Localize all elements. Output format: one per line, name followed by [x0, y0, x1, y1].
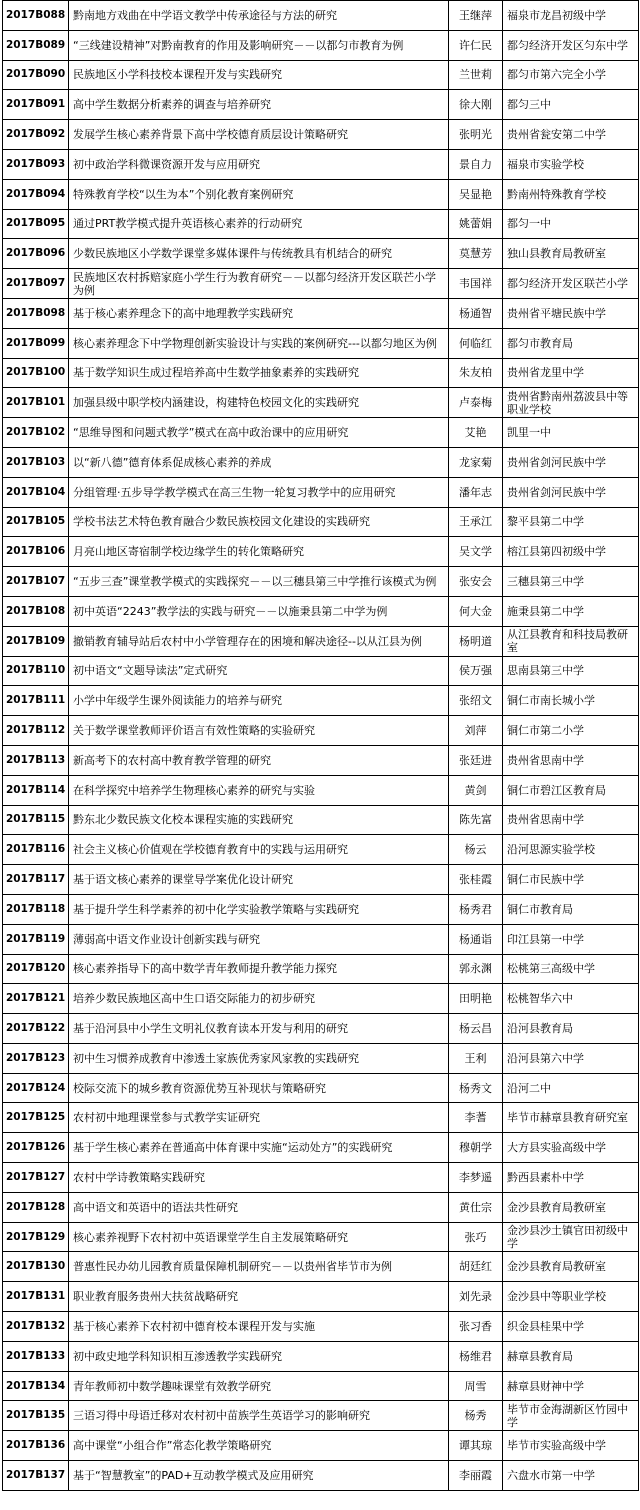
project-id-cell: 2017B093	[3, 149, 69, 179]
unit-cell: 铜仁市民族中学	[503, 865, 639, 895]
project-id-cell: 2017B118	[3, 894, 69, 924]
unit-cell: 毕节市实验高级中学	[503, 1431, 639, 1461]
unit-cell: 赫章县财神中学	[503, 1371, 639, 1401]
table-row	[3, 1073, 639, 1103]
project-title-cell: 初中政史地学科知识相互渗透教学实践研究	[69, 1341, 449, 1371]
project-title-cell: 核心素养理念下中学物理创新实验设计与实践的案例研究---以都匀地区为例	[69, 328, 449, 358]
author-cell: 张习香	[449, 1312, 503, 1342]
author-cell: 潘年志	[449, 477, 503, 507]
author-cell: 杨维君	[449, 1341, 503, 1371]
author-cell: 王利	[449, 1043, 503, 1073]
project-title-cell: 培养少数民族地区高中生口语交际能力的初步研究	[69, 984, 449, 1014]
table-row	[3, 596, 639, 626]
author-cell: 李梦遥	[449, 1163, 503, 1193]
project-id-cell: 2017B101	[3, 388, 69, 418]
table-row	[3, 1312, 639, 1342]
project-title-cell: 基于学生核心素养在普通高中体育课中实施“运动处方”的实践研究	[69, 1133, 449, 1163]
table-row	[3, 537, 639, 567]
author-cell: 吴显艳	[449, 179, 503, 209]
unit-cell: 从江县教育和科技局教研室	[503, 626, 639, 656]
table-row	[3, 358, 639, 388]
author-cell: 杨云	[449, 835, 503, 865]
table-row	[3, 149, 639, 179]
project-id-cell: 2017B092	[3, 120, 69, 150]
table-row	[3, 1341, 639, 1371]
project-id-cell: 2017B123	[3, 1043, 69, 1073]
project-id-cell: 2017B091	[3, 90, 69, 120]
project-id-cell: 2017B090	[3, 60, 69, 90]
table-row	[3, 1282, 639, 1312]
unit-cell: 思南县第三中学	[503, 656, 639, 686]
unit-cell: 贵州省平塘民族中学	[503, 298, 639, 328]
project-id-cell: 2017B126	[3, 1133, 69, 1163]
unit-cell: 沿河思源实验学校	[503, 835, 639, 865]
unit-cell: 贵州省思南中学	[503, 745, 639, 775]
project-id-cell: 2017B127	[3, 1163, 69, 1193]
table-row	[3, 1371, 639, 1401]
unit-cell: 沿河二中	[503, 1073, 639, 1103]
project-id-cell: 2017B121	[3, 984, 69, 1014]
project-title-cell: 核心素养视野下农村初中英语课堂学生自主发展策略研究	[69, 1222, 449, 1252]
table-row	[3, 656, 639, 686]
project-id-cell: 2017B112	[3, 716, 69, 746]
table-row	[3, 418, 639, 448]
project-title-cell: 小学中年级学生课外阅读能力的培养与研究	[69, 686, 449, 716]
unit-cell: 松桃第三高级中学	[503, 954, 639, 984]
author-cell: 张廷进	[449, 745, 503, 775]
project-id-cell: 2017B124	[3, 1073, 69, 1103]
table-row	[3, 775, 639, 805]
project-id-cell: 2017B104	[3, 477, 69, 507]
author-cell: 王承江	[449, 507, 503, 537]
author-cell: 卢泰梅	[449, 388, 503, 418]
unit-cell: 松桃智华六中	[503, 984, 639, 1014]
project-id-cell: 2017B132	[3, 1312, 69, 1342]
author-cell: 李蓍	[449, 1103, 503, 1133]
project-title-cell: 基于核心素养下农村初中德育校本课程开发与实施	[69, 1312, 449, 1342]
author-cell: 张巧	[449, 1222, 503, 1252]
unit-cell: 黔西县素朴中学	[503, 1163, 639, 1193]
project-title-cell: 黔东北少数民族文化校本课程实施的实践研究	[69, 805, 449, 835]
author-cell: 刘萍	[449, 716, 503, 746]
unit-cell: 金沙县教育局教研室	[503, 1252, 639, 1282]
unit-cell: 赫章县教育局	[503, 1341, 639, 1371]
unit-cell: 金沙县教育局教研室	[503, 1192, 639, 1222]
project-id-cell: 2017B137	[3, 1461, 69, 1491]
project-id-cell: 2017B130	[3, 1252, 69, 1282]
unit-cell: 黎平县第二中学	[503, 507, 639, 537]
project-title-cell: 黔南地方戏曲在中学语文教学中传承途径与方法的研究	[69, 1, 449, 31]
project-title-cell: 农村初中地理课堂参与式教学实证研究	[69, 1103, 449, 1133]
project-title-cell: 三语习得中母语迁移对农村初中苗族学生英语学习的影响研究	[69, 1401, 449, 1431]
table-row	[3, 1133, 639, 1163]
table-row	[3, 507, 639, 537]
project-id-cell: 2017B135	[3, 1401, 69, 1431]
table-row	[3, 120, 639, 150]
project-id-cell: 2017B089	[3, 30, 69, 60]
author-cell: 杨通智	[449, 298, 503, 328]
unit-cell: 榕江县第四初级中学	[503, 537, 639, 567]
table-row	[3, 626, 639, 656]
project-title-cell: 高中语文和英语中的语法共性研究	[69, 1192, 449, 1222]
project-id-cell: 2017B102	[3, 418, 69, 448]
unit-cell: 沿河县教育局	[503, 1014, 639, 1044]
project-id-cell: 2017B111	[3, 686, 69, 716]
project-id-cell: 2017B114	[3, 775, 69, 805]
author-cell: 周雪	[449, 1371, 503, 1401]
table-row	[3, 209, 639, 239]
author-cell: 杨通诣	[449, 924, 503, 954]
project-id-cell: 2017B105	[3, 507, 69, 537]
unit-cell: 印江县第一中学	[503, 924, 639, 954]
unit-cell: 施秉县第二中学	[503, 596, 639, 626]
project-id-cell: 2017B133	[3, 1341, 69, 1371]
author-cell: 景自力	[449, 149, 503, 179]
project-id-cell: 2017B096	[3, 239, 69, 269]
table-row	[3, 1401, 639, 1431]
author-cell: 艾艳	[449, 418, 503, 448]
project-title-cell: 青年教师初中数学趣味课堂有效教学研究	[69, 1371, 449, 1401]
project-id-cell: 2017B129	[3, 1222, 69, 1252]
project-title-cell: 基于语文核心素养的课堂导学案优化设计研究	[69, 865, 449, 895]
unit-cell: 福泉市龙昌初级中学	[503, 1, 639, 31]
project-title-cell: 月亮山地区寄宿制学校边缘学生的转化策略研究	[69, 537, 449, 567]
project-title-cell: “五步三查”课堂教学模式的实践探究－－以三穗县第三中学推行该模式为例	[69, 567, 449, 597]
author-cell: 朱友柏	[449, 358, 503, 388]
project-id-cell: 2017B125	[3, 1103, 69, 1133]
author-cell: 张绍文	[449, 686, 503, 716]
author-cell: 姚蕾娟	[449, 209, 503, 239]
project-title-cell: 高中课堂“小组合作”常态化教学策略研究	[69, 1431, 449, 1461]
author-cell: 刘先录	[449, 1282, 503, 1312]
unit-cell: 沿河县第六中学	[503, 1043, 639, 1073]
project-title-cell: 基于提升学生科学素养的初中化学实验教学策略与实践研究	[69, 894, 449, 924]
table-row	[3, 477, 639, 507]
project-title-cell: 加强县级中职学校内涵建设，构建特色校园文化的实践研究	[69, 388, 449, 418]
unit-cell: 福泉市实验学校	[503, 149, 639, 179]
author-cell: 韦国祥	[449, 269, 503, 299]
unit-cell: 都匀三中	[503, 90, 639, 120]
author-cell: 李丽霞	[449, 1461, 503, 1491]
author-cell: 黄剑	[449, 775, 503, 805]
project-id-cell: 2017B097	[3, 269, 69, 299]
table-row	[3, 1461, 639, 1491]
project-id-cell: 2017B116	[3, 835, 69, 865]
unit-cell: 铜仁市教育局	[503, 894, 639, 924]
project-title-cell: 初中政治学科微课资源开发与应用研究	[69, 149, 449, 179]
author-cell: 何大金	[449, 596, 503, 626]
unit-cell: 都匀一中	[503, 209, 639, 239]
table-row	[3, 239, 639, 269]
project-id-cell: 2017B134	[3, 1371, 69, 1401]
table-row	[3, 805, 639, 835]
unit-cell: 贵州省剑河民族中学	[503, 477, 639, 507]
unit-cell: 金沙县沙土镇官田初级中学	[503, 1222, 639, 1252]
table-row	[3, 269, 639, 299]
unit-cell: 贵州省龙里中学	[503, 358, 639, 388]
table-row	[3, 745, 639, 775]
author-cell: 侯万强	[449, 656, 503, 686]
project-title-cell: 通过PRT教学模式提升英语核心素养的行动研究	[69, 209, 449, 239]
project-title-cell: 社会主义核心价值观在学校德育教育中的实践与运用研究	[69, 835, 449, 865]
project-id-cell: 2017B122	[3, 1014, 69, 1044]
author-cell: 杨云昌	[449, 1014, 503, 1044]
unit-cell: 黔南州特殊教育学校	[503, 179, 639, 209]
author-cell: 吴文学	[449, 537, 503, 567]
project-title-cell: 基于沿河县中小学生文明礼仪教育读本开发与利用的研究	[69, 1014, 449, 1044]
author-cell: 张明光	[449, 120, 503, 150]
author-cell: 莫慧芳	[449, 239, 503, 269]
author-cell: 谭其琼	[449, 1431, 503, 1461]
table-row	[3, 60, 639, 90]
unit-cell: 都匀经济开发区匀东中学	[503, 30, 639, 60]
author-cell: 王继萍	[449, 1, 503, 31]
author-cell: 许仁民	[449, 30, 503, 60]
author-cell: 杨秀文	[449, 1073, 503, 1103]
table-row	[3, 954, 639, 984]
project-title-cell: 民族地区小学科技校本课程开发与实践研究	[69, 60, 449, 90]
unit-cell: 毕节市金海湖新区竹园中学	[503, 1401, 639, 1431]
author-cell: 杨秀君	[449, 894, 503, 924]
unit-cell: 大方县实验高级中学	[503, 1133, 639, 1163]
project-title-cell: 初中语文“文题导读法”定式研究	[69, 656, 449, 686]
unit-cell: 织金县桂果中学	[503, 1312, 639, 1342]
project-title-cell: 高中学生数据分析素养的调查与培养研究	[69, 90, 449, 120]
project-title-cell: 基于“智慧教室”的PAD+互动教学模式及应用研究	[69, 1461, 449, 1491]
project-title-cell: 撤销教育辅导站后农村中小学管理存在的困境和解决途径--以从江县为例	[69, 626, 449, 656]
project-title-cell: 核心素养指导下的高中数学青年教师提升教学能力探究	[69, 954, 449, 984]
project-table	[2, 0, 639, 1491]
table-row	[3, 1014, 639, 1044]
table-row	[3, 1222, 639, 1252]
table-row	[3, 567, 639, 597]
unit-cell: 金沙县中等职业学校	[503, 1282, 639, 1312]
project-id-cell: 2017B094	[3, 179, 69, 209]
table-row	[3, 984, 639, 1014]
unit-cell: 铜仁市南长城小学	[503, 686, 639, 716]
project-title-cell: 特殊教育学校“以生为本”个别化教育案例研究	[69, 179, 449, 209]
project-title-cell: 民族地区农村拆赔家庭小学生行为教育研究－－以都匀经济开发区联芒小学为例	[69, 269, 449, 299]
unit-cell: 铜仁市碧江区教育局	[503, 775, 639, 805]
project-title-cell: 在科学探究中培养学生物理核心素养的研究与实验	[69, 775, 449, 805]
author-cell: 张安会	[449, 567, 503, 597]
project-title-cell: 初中生习惯养成教育中渗透土家族优秀家风家教的实践研究	[69, 1043, 449, 1073]
unit-cell: 三穗县第三中学	[503, 567, 639, 597]
project-title-cell: 新高考下的农村高中教育教学管理的研究	[69, 745, 449, 775]
unit-cell: 都匀市第六完全小学	[503, 60, 639, 90]
table-row	[3, 1431, 639, 1461]
unit-cell: 铜仁市第二小学	[503, 716, 639, 746]
table-row	[3, 328, 639, 358]
table-row	[3, 865, 639, 895]
project-title-cell: 初中英语“2243”教学法的实践与研究－－以施秉县第二中学为例	[69, 596, 449, 626]
unit-cell: 凯里一中	[503, 418, 639, 448]
project-id-cell: 2017B106	[3, 537, 69, 567]
author-cell: 田明艳	[449, 984, 503, 1014]
table-row	[3, 1252, 639, 1282]
author-cell: 杨明道	[449, 626, 503, 656]
project-id-cell: 2017B131	[3, 1282, 69, 1312]
table-row	[3, 179, 639, 209]
table-row	[3, 298, 639, 328]
project-title-cell: 基于核心素养理念下的高中地理教学实践研究	[69, 298, 449, 328]
table-row	[3, 1163, 639, 1193]
project-id-cell: 2017B120	[3, 954, 69, 984]
unit-cell: 贵州省黔南州荔波县中等职业学校	[503, 388, 639, 418]
project-id-cell: 2017B115	[3, 805, 69, 835]
author-cell: 张桂霞	[449, 865, 503, 895]
table-row	[3, 1192, 639, 1222]
table-row	[3, 447, 639, 477]
project-title-cell: 关于数学课堂教师评价语言有效性策略的实验研究	[69, 716, 449, 746]
table-row	[3, 894, 639, 924]
project-id-cell: 2017B088	[3, 1, 69, 31]
project-title-cell: 学校书法艺术特色教育融合少数民族校园文化建设的实践研究	[69, 507, 449, 537]
table-row	[3, 388, 639, 418]
project-title-cell: 职业教育服务贵州大扶贫战略研究	[69, 1282, 449, 1312]
project-id-cell: 2017B113	[3, 745, 69, 775]
table-row	[3, 30, 639, 60]
project-id-cell: 2017B136	[3, 1431, 69, 1461]
project-title-cell: 少数民族地区小学数学课堂多媒体课件与传统教具有机结合的研究	[69, 239, 449, 269]
project-id-cell: 2017B098	[3, 298, 69, 328]
table-row	[3, 1103, 639, 1133]
project-id-cell: 2017B110	[3, 656, 69, 686]
unit-cell: 贵州省思南中学	[503, 805, 639, 835]
project-title-cell: “三线建设精神”对黔南教育的作用及影响研究－－以都匀市教育为例	[69, 30, 449, 60]
unit-cell: 毕节市赫章县教育研究室	[503, 1103, 639, 1133]
project-id-cell: 2017B099	[3, 328, 69, 358]
project-title-cell: “思维导图和问题式教学”模式在高中政治课中的应用研究	[69, 418, 449, 448]
project-id-cell: 2017B095	[3, 209, 69, 239]
author-cell: 穆朝学	[449, 1133, 503, 1163]
project-id-cell: 2017B108	[3, 596, 69, 626]
author-cell: 龙家菊	[449, 447, 503, 477]
project-title-cell: 基于数学知识生成过程培养高中生数学抽象素养的实践研究	[69, 358, 449, 388]
table-row	[3, 924, 639, 954]
project-id-cell: 2017B100	[3, 358, 69, 388]
author-cell: 杨秀	[449, 1401, 503, 1431]
author-cell: 兰世莉	[449, 60, 503, 90]
author-cell: 陈先富	[449, 805, 503, 835]
project-id-cell: 2017B107	[3, 567, 69, 597]
project-table-body	[3, 1, 639, 1491]
project-title-cell: 普惠性民办幼儿园教育质量保障机制研究－－以贵州省毕节市为例	[69, 1252, 449, 1282]
table-row	[3, 835, 639, 865]
unit-cell: 六盘水市第一中学	[503, 1461, 639, 1491]
project-id-cell: 2017B103	[3, 447, 69, 477]
author-cell: 郭永渊	[449, 954, 503, 984]
unit-cell: 独山县教育局教研室	[503, 239, 639, 269]
table-row	[3, 1, 639, 31]
table-row	[3, 1043, 639, 1073]
project-id-cell: 2017B109	[3, 626, 69, 656]
project-id-cell: 2017B128	[3, 1192, 69, 1222]
project-title-cell: 分组管理·五步导学教学模式在高三生物一轮复习教学中的应用研究	[69, 477, 449, 507]
project-title-cell: 校际交流下的城乡教育资源优势互补现状与策略研究	[69, 1073, 449, 1103]
project-title-cell: 以“新八德”德育体系促成核心素养的养成	[69, 447, 449, 477]
project-title-cell: 薄弱高中语文作业设计创新实践与研究	[69, 924, 449, 954]
table-row	[3, 90, 639, 120]
table-row	[3, 716, 639, 746]
unit-cell: 都匀市教育局	[503, 328, 639, 358]
unit-cell: 贵州省瓮安第二中学	[503, 120, 639, 150]
author-cell: 胡廷红	[449, 1252, 503, 1282]
project-title-cell: 发展学生核心素养背景下高中学校德育质层设计策略研究	[69, 120, 449, 150]
unit-cell: 贵州省剑河民族中学	[503, 447, 639, 477]
project-title-cell: 农村中学诗教策略实践研究	[69, 1163, 449, 1193]
project-id-cell: 2017B117	[3, 865, 69, 895]
author-cell: 何临红	[449, 328, 503, 358]
table-row	[3, 686, 639, 716]
author-cell: 徐大刚	[449, 90, 503, 120]
unit-cell: 都匀经济开发区联芒小学	[503, 269, 639, 299]
author-cell: 黄仕宗	[449, 1192, 503, 1222]
project-id-cell: 2017B119	[3, 924, 69, 954]
